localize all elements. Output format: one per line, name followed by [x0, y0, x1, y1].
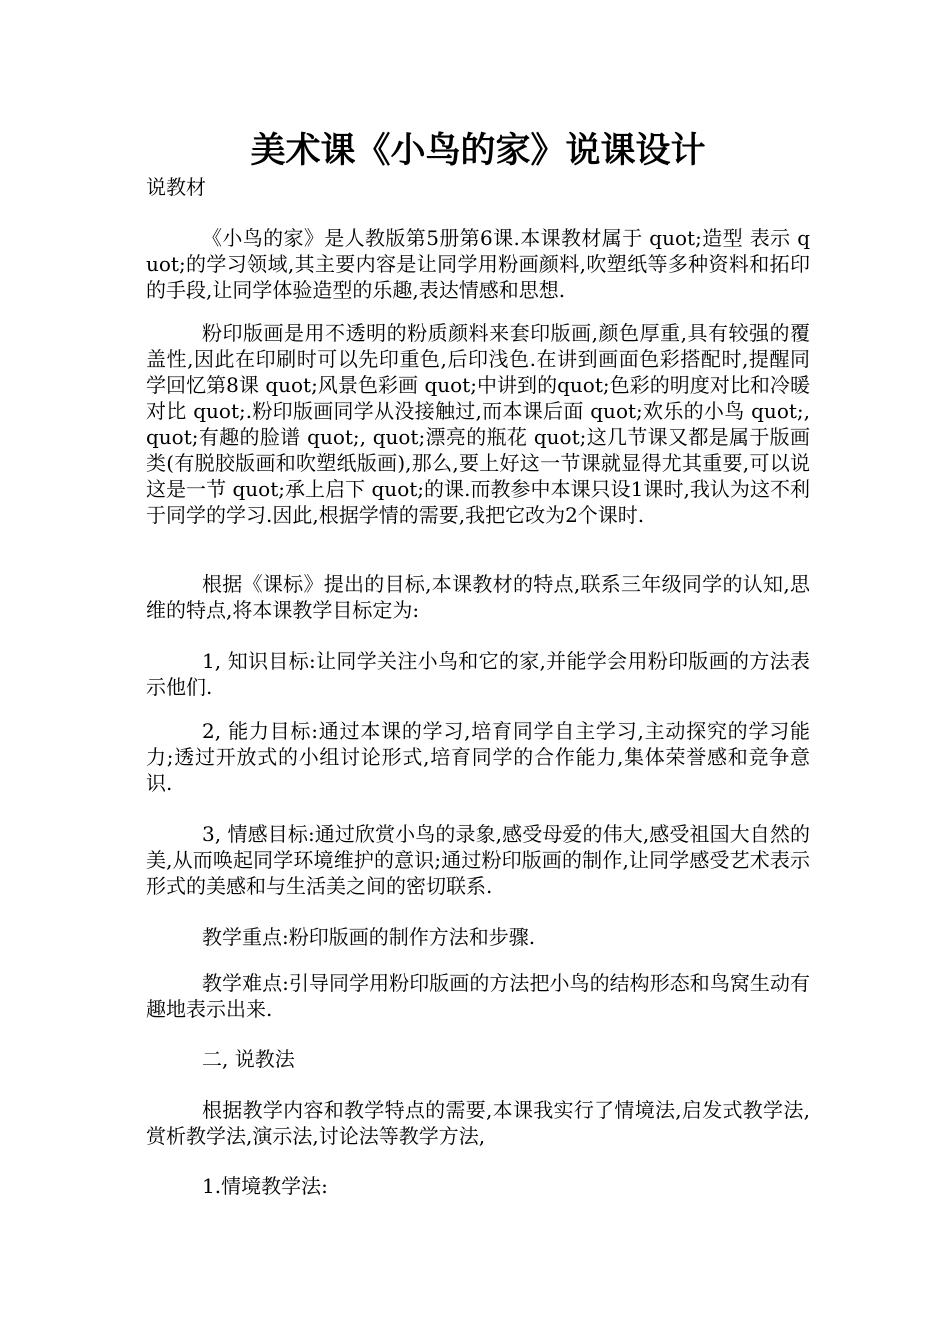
paragraph-emotion-goal: 3, 情感目标:通过欣赏小鸟的录象,感受母爱的伟大,感受祖国大自然的美,从而唤起同学环境维护的意识;通过粉印版画的制作,让同学感受艺术表示形式的美感和与生活美之间的密切联系. [146, 822, 810, 898]
paragraph-intro: 《小鸟的家》是人教版第5册第6课.本课教材属于 quot;造型 表示 quot;的学习领域,其主要内容是让同学用粉画颜料,吹塑纸等多种资料和拓印的手段,让同学体验造型的乐趣,表达情感和思想. [146, 226, 810, 302]
paragraph-goals-intro: 根据《课标》提出的目标,本课教材的特点,联系三年级同学的认知,思维的特点,将本课教学目标定为: [146, 572, 810, 622]
paragraph-printmaking: 粉印版画是用不透明的粉质颜料来套印版画,颜色厚重,具有较强的覆盖性,因此在印刷时可以先印重色,后印浅色.在讲到画面色彩搭配时,提醒同学回忆第8课 quot;风景色彩画 quot;中讲到的quot;色彩的明度对比和冷暖对比 quot;.粉印版画同学从没接触过,而本课后面 quot;欢乐的小鸟 quot;, quot;有趣的脸谱 quot;, quot;漂亮的瓶花 quot;这几节课又都是属于版画类(有脱胶版画和吹塑纸版画),那么,要上好这一节课就显得尤其重要,可以说这是一节 quot;承上启下 quot;的课.而教参中本课只设1课时,我认为这不利于同学的学习.因此,根据学情的需要,我把它改为2个课时. [146, 321, 810, 527]
document-title: 美术课《小鸟的家》说课设计 [250, 130, 706, 171]
paragraph-methods: 根据教学内容和教学特点的需要,本课我实行了情境法,启发式教学法,赏析教学法,演示法,讨论法等教学方法, [146, 1098, 810, 1148]
section-heading: 说教材 [146, 175, 206, 199]
paragraph-ability-goal: 2, 能力目标:通过本课的学习,培育同学自主学习,主动探究的学习能力;透过开放式的小组讨论形式,培育同学的合作能力,集体荣誉感和竞争意识. [146, 719, 810, 795]
paragraph-difficulty: 教学难点:引导同学用粉印版画的方法把小鸟的结构形态和鸟窝生动有趣地表示出来. [146, 971, 810, 1021]
paragraph-key-point: 教学重点:粉印版画的制作方法和步骤. [202, 925, 536, 949]
paragraph-method-heading: 二, 说教法 [202, 1047, 295, 1071]
paragraph-situational-method: 1.情境教学法: [202, 1174, 328, 1198]
paragraph-knowledge-goal: 1, 知识目标:让同学关注小鸟和它的家,并能学会用粉印版画的方法表示他们. [146, 649, 810, 699]
